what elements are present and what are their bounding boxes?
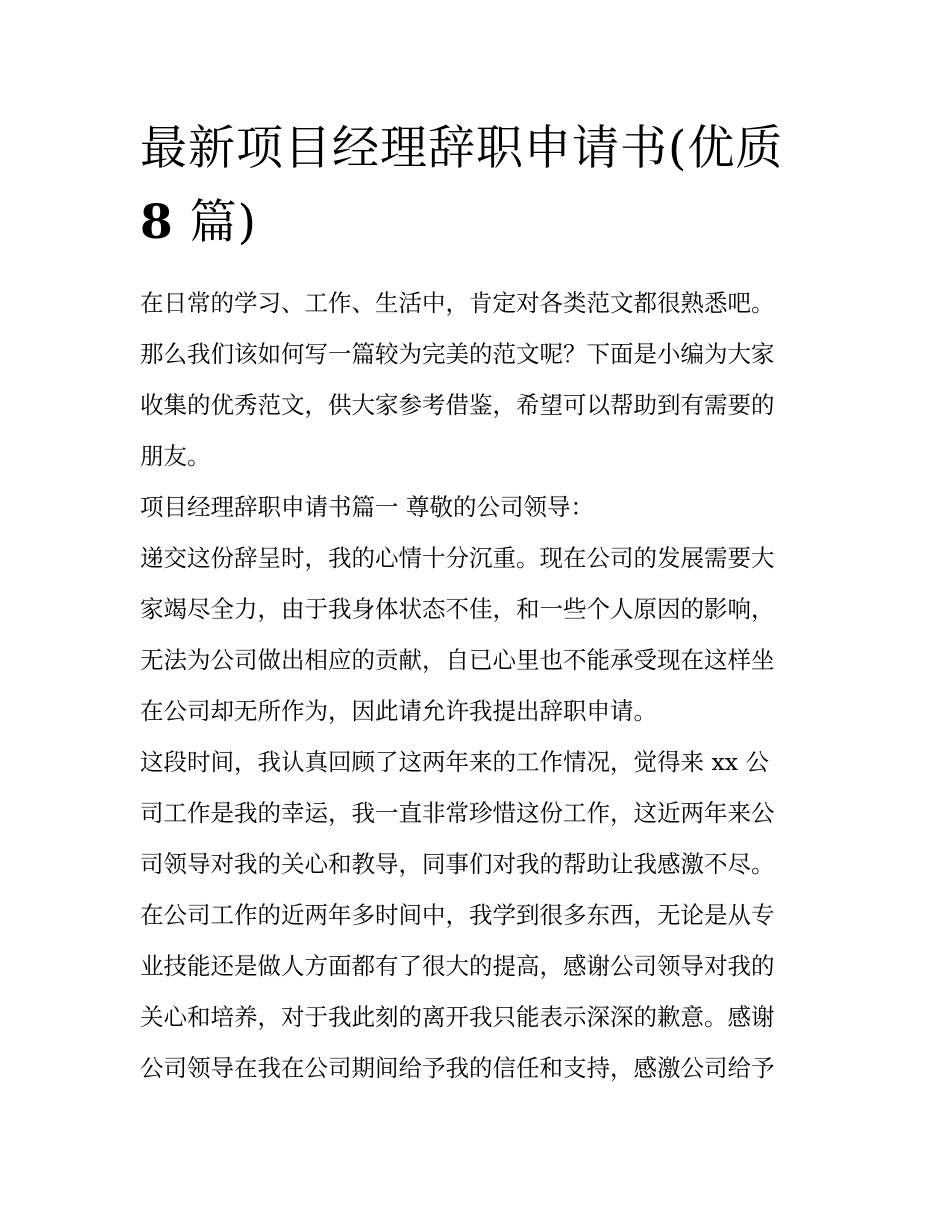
text-line: 在日常的学习、工作、生活中，肯定对各类范文都很熟悉吧。 xyxy=(140,289,775,317)
document-title xyxy=(140,112,820,260)
text-line: 这段时间，我认真回顾了这两年来的工作情况，觉得来 xx 公 xyxy=(140,748,769,776)
title-line-1: 最新项目经理辞职申请书(优质 xyxy=(140,121,784,176)
title-count: 8 xyxy=(140,195,174,250)
text-line: 递交这份辞呈时，我的心情十分沉重。现在公司的发展需要大 xyxy=(140,544,775,572)
text-line: 收集的优秀范文，供大家参考借鉴，希望可以帮助到有需要的 xyxy=(140,391,775,419)
text-line: 在公司工作的近两年多时间中，我学到很多东西，无论是从专 xyxy=(140,901,775,929)
title-line-2 xyxy=(140,186,820,260)
title-suffix: 篇) xyxy=(189,195,257,250)
text-line: 公司领导在我在公司期间给予我的信任和支持，感激公司给予 xyxy=(140,1054,775,1082)
text-line: 家竭尽全力，由于我身体状态不佳，和一些个人原因的影响， xyxy=(140,595,775,623)
text-line: 司领导对我的关心和教导，同事们对我的帮助让我感激不尽。 xyxy=(140,850,775,878)
text-line: 关心和培养，对于我此刻的离开我只能表示深深的歉意。感谢 xyxy=(140,1003,775,1031)
text-line: 无法为公司做出相应的贡献，自已心里也不能承受现在这样坐 xyxy=(140,646,775,674)
text-line: 那么我们该如何写一篇较为完美的范文呢？下面是小编为大家 xyxy=(140,340,775,368)
text-line: 司工作是我的幸运，我一直非常珍惜这份工作，这近两年来公 xyxy=(140,799,775,827)
section-heading-line: 项目经理辞职申请书篇一 尊敬的公司领导： xyxy=(140,493,594,521)
text-line: 在公司却无所作为，因此请允许我提出辞职申请。 xyxy=(140,697,657,725)
document-body xyxy=(140,278,830,1094)
text-line: 业技能还是做人方面都有了很大的提高，感谢公司领导对我的 xyxy=(140,952,775,980)
text-line: 朋友。 xyxy=(140,442,211,470)
